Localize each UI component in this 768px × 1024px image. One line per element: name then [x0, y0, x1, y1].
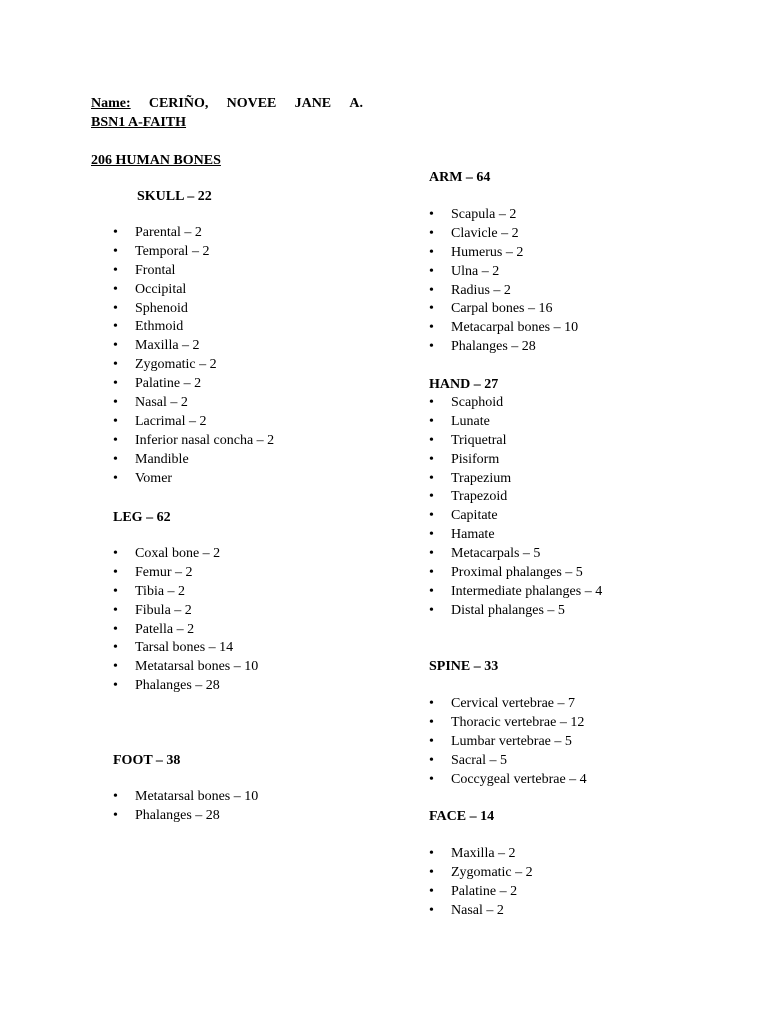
- list-item-text: Phalanges – 28: [135, 678, 220, 694]
- bullet-icon: •: [113, 789, 118, 804]
- list-item-text: Coxal bone – 2: [135, 546, 221, 561]
- list-item-text: Sphenoid: [135, 300, 188, 316]
- document-title: 206 HUMAN BONES: [91, 153, 221, 168]
- bullet-icon: •: [113, 564, 118, 580]
- list-item: [429, 601, 602, 620]
- list-item-text: Lunate: [451, 413, 490, 429]
- list-item: [113, 261, 274, 280]
- list-item-text: Occipital: [135, 281, 187, 297]
- list-item-text: Coccygeal vertebrae – 4: [451, 771, 587, 787]
- list-item-text: Metacarpals – 5: [451, 546, 541, 562]
- student-name-line: [91, 94, 363, 113]
- bullet-icon: •: [113, 262, 118, 278]
- list-item: [429, 544, 602, 563]
- list-item: [113, 280, 274, 299]
- list-item: [113, 299, 274, 318]
- face-list: [429, 844, 533, 920]
- list-item: [429, 563, 602, 582]
- list-item: [429, 337, 578, 356]
- bullet-icon: •: [113, 621, 118, 637]
- bullet-icon: •: [429, 565, 434, 581]
- list-item-text: Tibia – 2: [135, 583, 186, 599]
- list-item: [429, 412, 602, 431]
- bullet-icon: •: [429, 301, 434, 317]
- list-item: [429, 751, 587, 770]
- list-item-text: Triquetral: [451, 432, 507, 448]
- arm-list: [429, 205, 578, 356]
- bullet-icon: •: [113, 319, 118, 335]
- list-item-text: Lumbar vertebrae – 5: [451, 733, 572, 749]
- course-section: BSN1 A-FAITH: [91, 115, 187, 130]
- bullet-icon: •: [113, 300, 118, 316]
- bullet-icon: •: [429, 508, 434, 524]
- list-item: [429, 450, 602, 469]
- bullet-icon: •: [429, 752, 434, 768]
- list-item: [113, 787, 258, 806]
- list-item: [113, 563, 258, 582]
- list-item: [429, 205, 578, 224]
- face-heading: FACE – 14: [429, 809, 495, 824]
- list-item-text: Capitate: [451, 508, 498, 524]
- list-item-text: Thoracic vertebrae – 12: [451, 714, 585, 730]
- list-item: [429, 713, 587, 732]
- bullet-icon: •: [429, 489, 434, 505]
- list-item-text: Frontal: [135, 262, 176, 278]
- list-item: [429, 844, 533, 863]
- foot-heading: FOOT – 38: [113, 753, 181, 768]
- list-item-text: Scapula – 2: [451, 207, 517, 222]
- bullet-icon: •: [429, 263, 434, 279]
- list-item: [113, 374, 274, 393]
- list-item: [429, 487, 602, 506]
- arm-heading: ARM – 64: [429, 170, 491, 185]
- list-item: [429, 582, 602, 601]
- list-item-text: Maxilla – 2: [451, 846, 516, 861]
- bullet-icon: •: [429, 733, 434, 749]
- bullet-icon: •: [113, 338, 118, 354]
- bullet-icon: •: [429, 602, 434, 618]
- list-item: [113, 223, 274, 242]
- list-item-text: Lacrimal – 2: [135, 413, 207, 429]
- bullet-icon: •: [113, 470, 118, 486]
- bullet-icon: •: [113, 659, 118, 675]
- list-item: [113, 242, 274, 261]
- list-item-text: Inferior nasal concha – 2: [135, 432, 275, 448]
- bullet-icon: •: [429, 432, 434, 448]
- bullet-icon: •: [429, 207, 434, 222]
- list-item-text: Femur – 2: [135, 564, 193, 580]
- list-item-text: Maxilla – 2: [135, 338, 200, 354]
- list-item-text: Patella – 2: [135, 621, 195, 637]
- bullet-icon: •: [113, 432, 118, 448]
- skull-heading: SKULL – 22: [137, 189, 212, 204]
- middle-initial: A.: [349, 96, 363, 111]
- bullet-icon: •: [429, 864, 434, 880]
- list-item: [429, 224, 578, 243]
- bullet-icon: •: [429, 771, 434, 787]
- list-item: [429, 863, 533, 882]
- list-item-text: Hamate: [451, 527, 495, 543]
- bullet-icon: •: [429, 320, 434, 336]
- bullet-icon: •: [113, 583, 118, 599]
- leg-heading: LEG – 62: [113, 510, 171, 525]
- bullet-icon: •: [429, 470, 434, 486]
- list-item-text: Mandible: [135, 451, 189, 467]
- list-item-text: Cervical vertebrae – 7: [451, 696, 575, 711]
- list-item-text: Nasal – 2: [451, 902, 504, 918]
- list-item: [113, 657, 258, 676]
- bullet-icon: •: [113, 546, 118, 561]
- list-item-text: Humerus – 2: [451, 244, 524, 260]
- list-item: [113, 393, 274, 412]
- list-item: [429, 732, 587, 751]
- list-item: [429, 431, 602, 450]
- list-item-text: Metacarpal bones – 10: [451, 320, 579, 336]
- list-item-text: Trapezium: [451, 470, 512, 486]
- bullet-icon: •: [113, 451, 118, 467]
- list-item-text: Vomer: [135, 470, 173, 486]
- list-item: [429, 506, 602, 525]
- bullet-icon: •: [429, 225, 434, 241]
- list-item: [113, 431, 274, 450]
- list-item-text: Clavicle – 2: [451, 225, 519, 241]
- spine-list: [429, 694, 587, 788]
- bullet-icon: •: [113, 376, 118, 392]
- list-item-text: Distal phalanges – 5: [451, 602, 565, 618]
- list-item: [429, 393, 602, 412]
- list-item: [113, 582, 258, 601]
- list-item-text: Fibula – 2: [135, 602, 192, 618]
- list-item: [429, 525, 602, 544]
- bullet-icon: •: [113, 281, 118, 297]
- list-item-text: Zygomatic – 2: [135, 357, 217, 373]
- skull-list: [113, 223, 274, 487]
- bullet-icon: •: [429, 451, 434, 467]
- bullet-icon: •: [113, 225, 118, 240]
- list-item-text: Temporal – 2: [135, 243, 210, 259]
- list-item-text: Intermediate phalanges – 4: [451, 583, 603, 599]
- list-item-text: Metatarsal bones – 10: [135, 659, 259, 675]
- list-item: [113, 469, 274, 488]
- list-item-text: Proximal phalanges – 5: [451, 565, 583, 581]
- name-label: Name:: [91, 96, 131, 111]
- list-item-text: Radius – 2: [451, 282, 511, 298]
- list-item-text: Sacral – 5: [451, 752, 507, 768]
- list-item-text: Parental – 2: [135, 225, 202, 240]
- bullet-icon: •: [429, 883, 434, 899]
- list-item: [113, 806, 258, 825]
- list-item-text: Ethmoid: [135, 319, 184, 335]
- bullet-icon: •: [429, 846, 434, 861]
- list-item: [429, 318, 578, 337]
- bullet-icon: •: [429, 696, 434, 711]
- bullet-icon: •: [113, 413, 118, 429]
- bullet-icon: •: [429, 395, 434, 410]
- list-item-text: Palatine – 2: [135, 376, 202, 392]
- list-item-text: Nasal – 2: [135, 395, 188, 411]
- list-item: [113, 676, 258, 695]
- list-item: [429, 243, 578, 262]
- second-name: JANE: [294, 96, 332, 111]
- list-item-text: Pisiform: [451, 451, 500, 467]
- list-item: [429, 469, 602, 488]
- first-name: NOVEE: [226, 96, 277, 111]
- bullet-icon: •: [429, 282, 434, 298]
- hand-list: [429, 393, 602, 620]
- list-item: [429, 882, 533, 901]
- list-item: [429, 770, 587, 789]
- leg-list: [113, 544, 258, 695]
- bullet-icon: •: [429, 714, 434, 730]
- list-item-text: Scaphoid: [451, 395, 504, 410]
- list-item: [113, 544, 258, 563]
- list-item-text: Carpal bones – 16: [451, 301, 553, 317]
- list-item: [429, 694, 587, 713]
- list-item-text: Ulna – 2: [451, 263, 500, 279]
- bullet-icon: •: [429, 902, 434, 918]
- list-item: [113, 336, 274, 355]
- list-item: [113, 317, 274, 336]
- bullet-icon: •: [113, 640, 118, 656]
- list-item: [113, 601, 258, 620]
- list-item: [113, 450, 274, 469]
- list-item-text: Zygomatic – 2: [451, 864, 533, 880]
- list-item-text: Palatine – 2: [451, 883, 518, 899]
- list-item-text: Trapezoid: [451, 489, 508, 505]
- list-item: [429, 901, 533, 920]
- list-item-text: Tarsal bones – 14: [135, 640, 234, 656]
- bullet-icon: •: [429, 527, 434, 543]
- list-item: [429, 262, 578, 281]
- bullet-icon: •: [429, 546, 434, 562]
- bullet-icon: •: [113, 807, 118, 823]
- hand-heading: HAND – 27: [429, 377, 499, 392]
- bullet-icon: •: [113, 243, 118, 259]
- list-item: [113, 620, 258, 639]
- spine-heading: SPINE – 33: [429, 659, 499, 674]
- bullet-icon: •: [429, 583, 434, 599]
- list-item-text: Phalanges – 28: [135, 807, 220, 823]
- bullet-icon: •: [113, 602, 118, 618]
- surname: CERIÑO,: [148, 96, 209, 111]
- list-item-text: Metatarsal bones – 10: [135, 789, 259, 804]
- bullet-icon: •: [429, 339, 434, 355]
- list-item: [429, 281, 578, 300]
- bullet-icon: •: [113, 395, 118, 411]
- list-item: [113, 355, 274, 374]
- foot-list: [113, 787, 258, 825]
- bullet-icon: •: [429, 413, 434, 429]
- bullet-icon: •: [113, 678, 118, 694]
- list-item: [113, 412, 274, 431]
- bullet-icon: •: [113, 357, 118, 373]
- list-item: [429, 299, 578, 318]
- list-item: [113, 638, 258, 657]
- list-item-text: Phalanges – 28: [451, 339, 536, 355]
- bullet-icon: •: [429, 244, 434, 260]
